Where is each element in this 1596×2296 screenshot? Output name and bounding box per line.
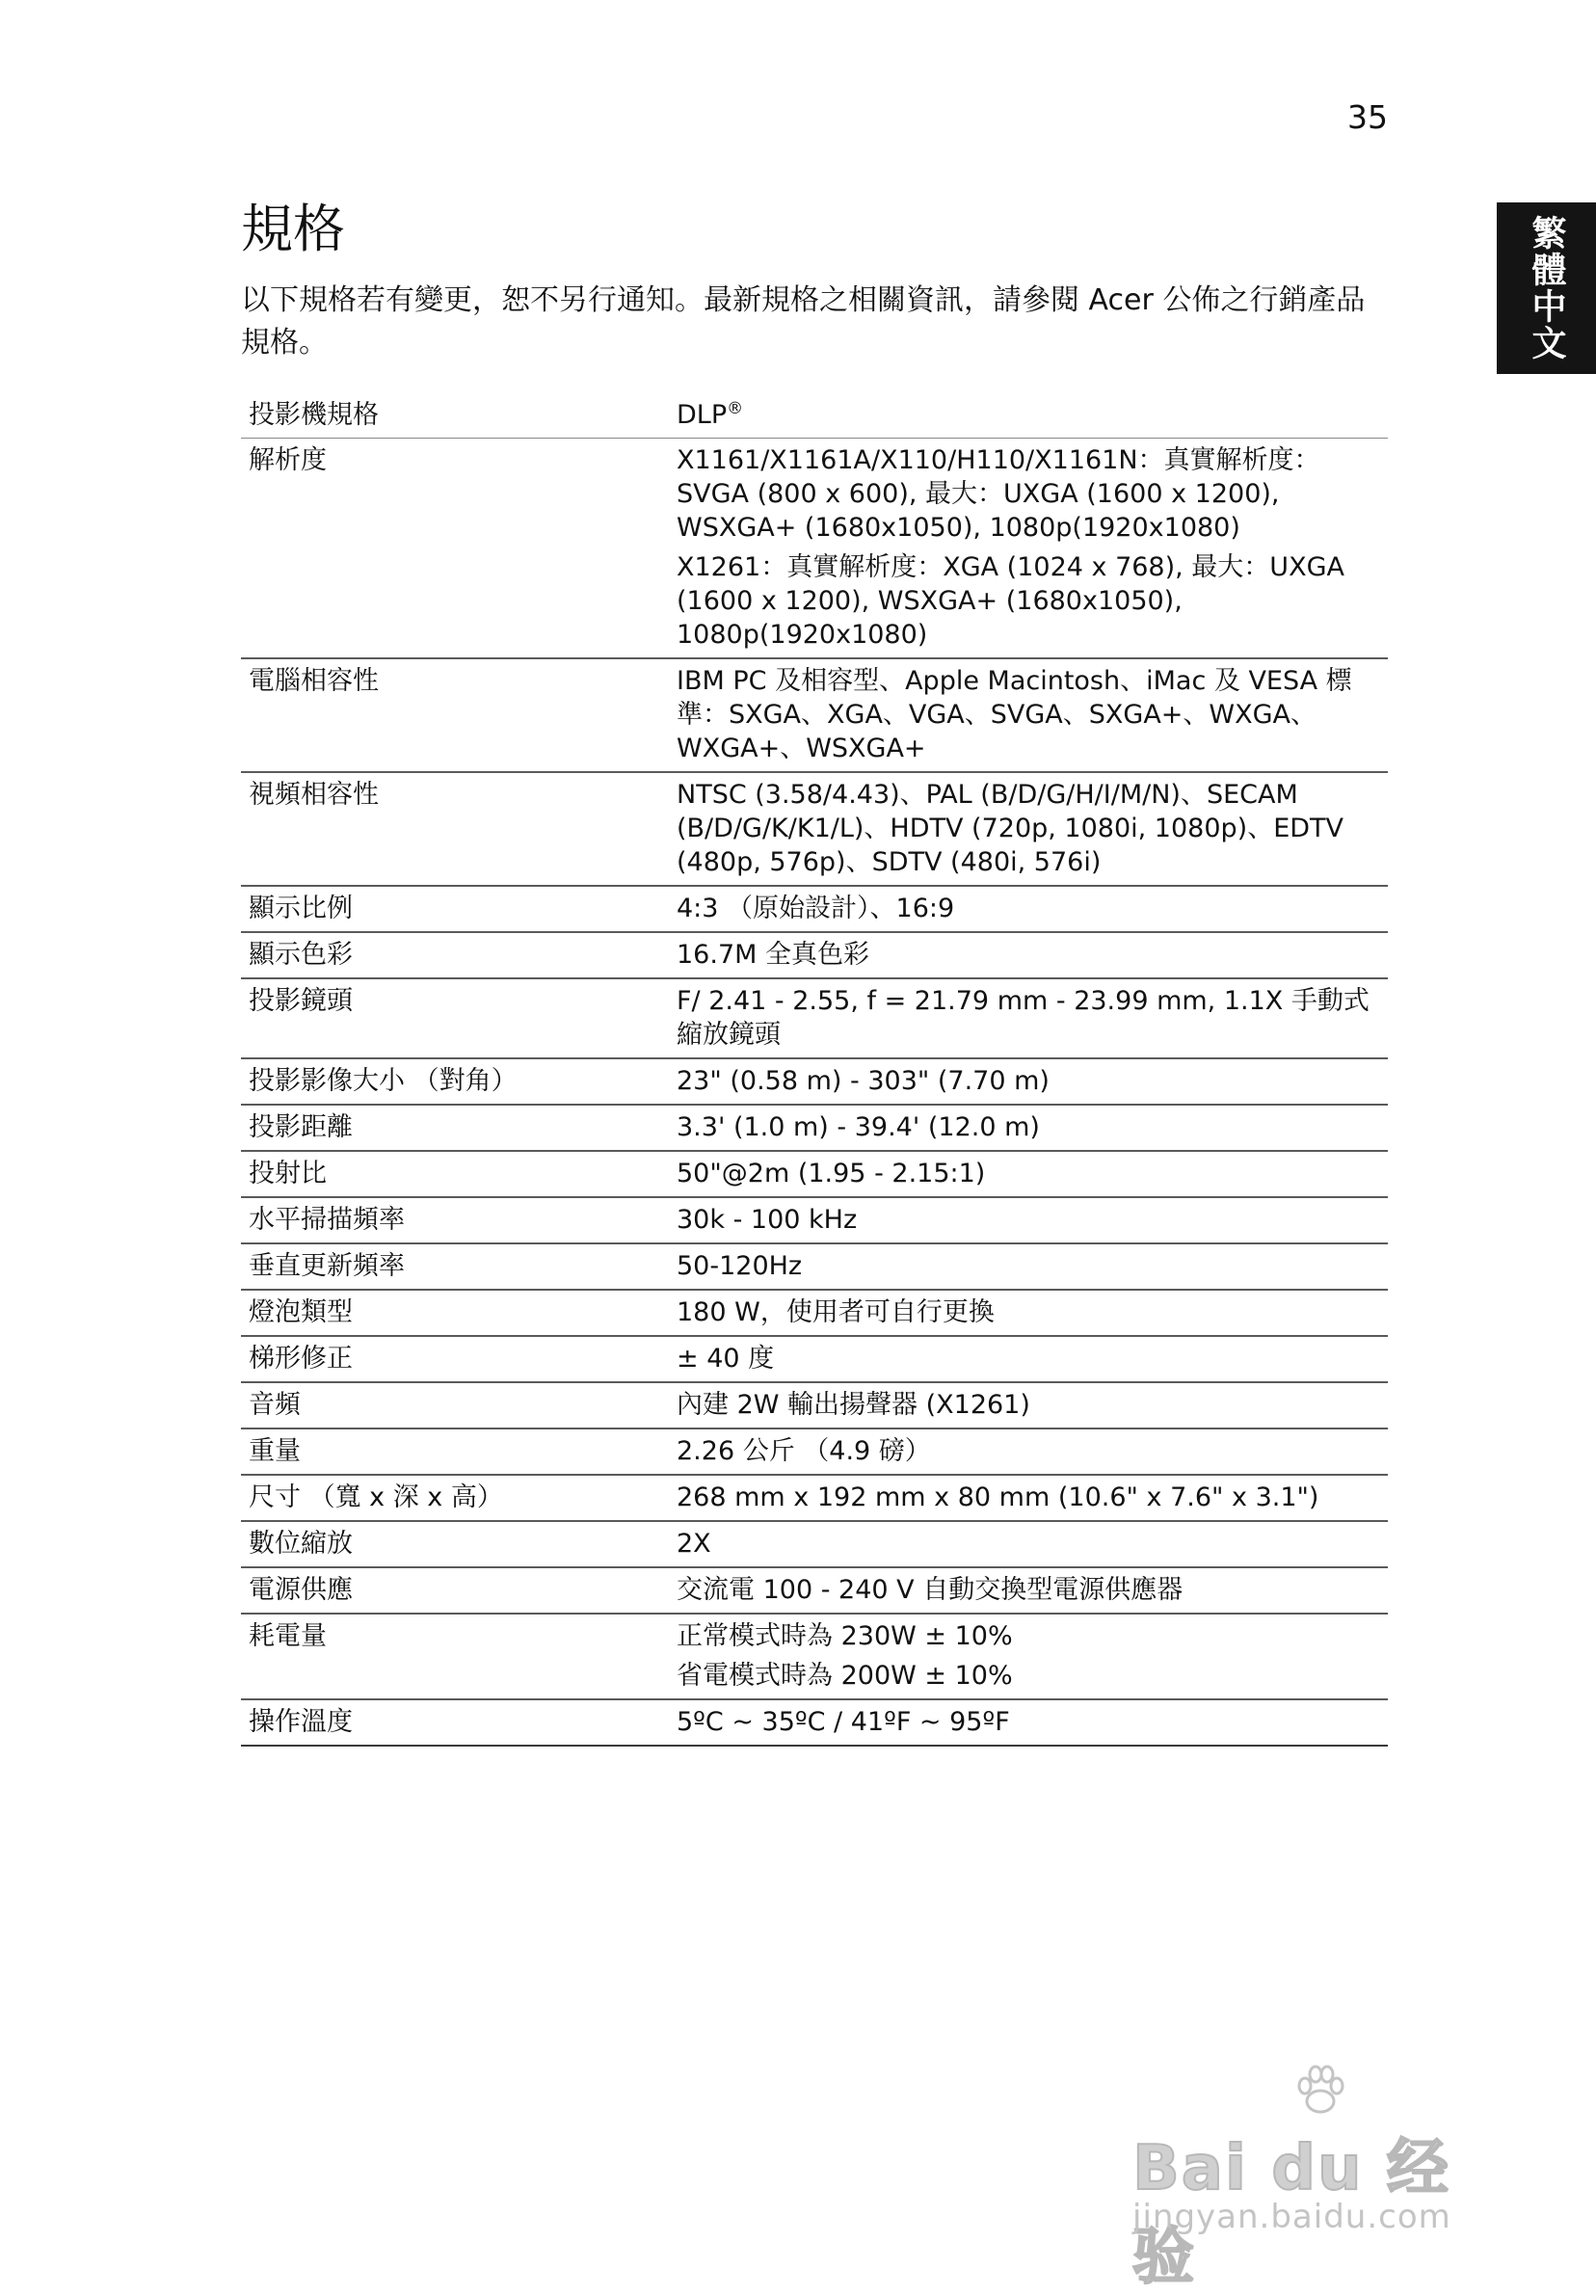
- watermark-brand: Bai du 经验: [1132, 2133, 1450, 2293]
- spec-value: [661, 1567, 1388, 1614]
- spec-value-line: X1161/X1161A/X110/H110/X1161N：真實解析度：SVGA (800 x 600), 最大：UXGA (1600 x 1200), WSXGA+ (1680x1050), 1080p(1920x1080): [677, 445, 1320, 543]
- spec-value: [661, 1336, 1388, 1382]
- spec-row: [241, 439, 1388, 659]
- spec-row: [241, 1058, 1388, 1105]
- section-heading: 規格: [241, 199, 345, 259]
- spec-value-line: 3.3' (1.0 m) - 39.4' (12.0 m): [677, 1112, 1040, 1142]
- spec-label: 音頻: [241, 1382, 661, 1428]
- intro-paragraph: 以下規格若有變更，恕不另行通知。最新規格之相關資訊，請參閱 Acer 公佈之行銷產品規格。: [241, 283, 1366, 360]
- spec-value-line: DLP: [677, 400, 728, 430]
- spec-value: [661, 1243, 1388, 1290]
- spec-value: [661, 1151, 1388, 1197]
- spec-value: [661, 658, 1388, 772]
- spec-label: 燈泡類型: [241, 1290, 661, 1336]
- spec-row: [241, 393, 1388, 439]
- spec-value-line: 50-120Hz: [677, 1251, 803, 1281]
- spec-label: 水平掃描頻率: [241, 1197, 661, 1243]
- spec-row: [241, 932, 1388, 978]
- spec-label: 投影距離: [241, 1105, 661, 1151]
- spec-label: 梯形修正: [241, 1336, 661, 1382]
- spec-value: [661, 1105, 1388, 1151]
- spec-value-line: 268 mm x 192 mm x 80 mm (10.6" x 7.6" x 3.1"): [677, 1482, 1319, 1512]
- spec-label: 投影影像大小 （對角）: [241, 1058, 661, 1105]
- spec-value-line: 4:3 （原始設計）、16:9: [677, 894, 955, 923]
- spec-value: [661, 1058, 1388, 1105]
- spec-row: [241, 1243, 1388, 1290]
- spec-value: [661, 393, 1388, 439]
- spec-row: [241, 1428, 1388, 1475]
- spec-table: [241, 393, 1388, 1747]
- spec-value: [661, 1290, 1388, 1336]
- spec-value-line: 交流電 100 - 240 V 自動交換型電源供應器: [677, 1575, 1184, 1605]
- spec-value: [661, 772, 1388, 886]
- spec-value-line: NTSC (3.58/4.43)、PAL (B/D/G/H/I/M/N)、SECAM (B/D/G/K/K1/L)、HDTV (720p, 1080i, 1080p)、EDTV (480p, 576p)、SDTV (480i, 576i): [677, 780, 1344, 877]
- spec-label: 尺寸 （寬 x 深 x 高）: [241, 1475, 661, 1521]
- spec-row: [241, 1614, 1388, 1699]
- spec-row: [241, 1197, 1388, 1243]
- spec-label: 顯示比例: [241, 886, 661, 932]
- spec-row: [241, 1475, 1388, 1521]
- spec-value-line: 180 W，使用者可自行更換: [677, 1297, 995, 1327]
- language-side-tab-label: 繁體中文: [1527, 215, 1566, 361]
- spec-value: [661, 1521, 1388, 1567]
- spec-value: [661, 1428, 1388, 1475]
- spec-label: 重量: [241, 1428, 661, 1475]
- spec-label: 投影機規格: [241, 393, 661, 439]
- spec-row: [241, 886, 1388, 932]
- spec-label: 投影鏡頭: [241, 978, 661, 1058]
- spec-label: 視頻相容性: [241, 772, 661, 886]
- spec-label: 電腦相容性: [241, 658, 661, 772]
- spec-label: 垂直更新頻率: [241, 1243, 661, 1290]
- language-side-tab: [1497, 202, 1596, 374]
- spec-label: 顯示色彩: [241, 932, 661, 978]
- spec-value: [661, 886, 1388, 932]
- spec-value: [661, 932, 1388, 978]
- spec-value-line: 50"@2m (1.95 - 2.15:1): [677, 1159, 986, 1188]
- paw-icon: [1291, 2063, 1349, 2121]
- spec-value: [661, 978, 1388, 1058]
- spec-row: [241, 772, 1388, 886]
- spec-value: [661, 1382, 1388, 1428]
- spec-value: [661, 1614, 1388, 1699]
- spec-label: 耗電量: [241, 1614, 661, 1699]
- spec-value-line: ± 40 度: [677, 1344, 775, 1374]
- watermark: [1132, 2063, 1499, 2293]
- spec-value-line: F/ 2.41 - 2.55, f = 21.79 mm - 23.99 mm, 1.1X 手動式縮放鏡頭: [677, 986, 1370, 1050]
- spec-label: 操作溫度: [241, 1699, 661, 1746]
- registered-mark: ®: [727, 399, 744, 418]
- spec-row: [241, 658, 1388, 772]
- spec-value-line: 16.7M 全真色彩: [677, 940, 869, 970]
- spec-label: 投射比: [241, 1151, 661, 1197]
- spec-value: [661, 1699, 1388, 1746]
- spec-row: [241, 978, 1388, 1058]
- spec-value-line: 23" (0.58 m) - 303" (7.70 m): [677, 1066, 1050, 1096]
- spec-row: [241, 1521, 1388, 1567]
- spec-value: [661, 1475, 1388, 1521]
- spec-value-line: X1261：真實解析度：XGA (1024 x 768), 最大：UXGA (1600 x 1200), WSXGA+ (1680x1050), 1080p(1920x1080): [677, 552, 1344, 650]
- spec-row: [241, 1567, 1388, 1614]
- spec-row: [241, 1382, 1388, 1428]
- spec-label: 電源供應: [241, 1567, 661, 1614]
- spec-value-line: 2.26 公斤 （4.9 磅）: [677, 1436, 931, 1466]
- spec-row: [241, 1105, 1388, 1151]
- spec-label: 解析度: [241, 439, 661, 659]
- spec-value-line: 正常模式時為 230W ± 10%: [677, 1621, 1013, 1651]
- spec-row: [241, 1151, 1388, 1197]
- spec-table-body: [241, 393, 1388, 1746]
- spec-value: [661, 1197, 1388, 1243]
- spec-row: [241, 1336, 1388, 1382]
- spec-label: 數位縮放: [241, 1521, 661, 1567]
- spec-value: [661, 439, 1388, 659]
- spec-value-line: 2X: [677, 1529, 711, 1559]
- spec-value-line: 30k - 100 kHz: [677, 1205, 858, 1235]
- spec-value-line: 5ºC ~ 35ºC / 41ºF ~ 95ºF: [677, 1707, 1010, 1737]
- spec-row: [241, 1290, 1388, 1336]
- page-number: 35: [1347, 98, 1388, 136]
- spec-row: [241, 1699, 1388, 1746]
- spec-value-line: 省電模式時為 200W ± 10%: [677, 1661, 1013, 1691]
- spec-value-line: 內建 2W 輸出揚聲器 (X1261): [677, 1390, 1030, 1420]
- spec-value-line: IBM PC 及相容型、Apple Macintosh、iMac 及 VESA 標準：SXGA、XGA、VGA、SVGA、SXGA+、WXGA、WXGA+、WSXGA+: [677, 666, 1352, 763]
- watermark-url: jingyan.baidu.com: [1132, 2198, 1451, 2236]
